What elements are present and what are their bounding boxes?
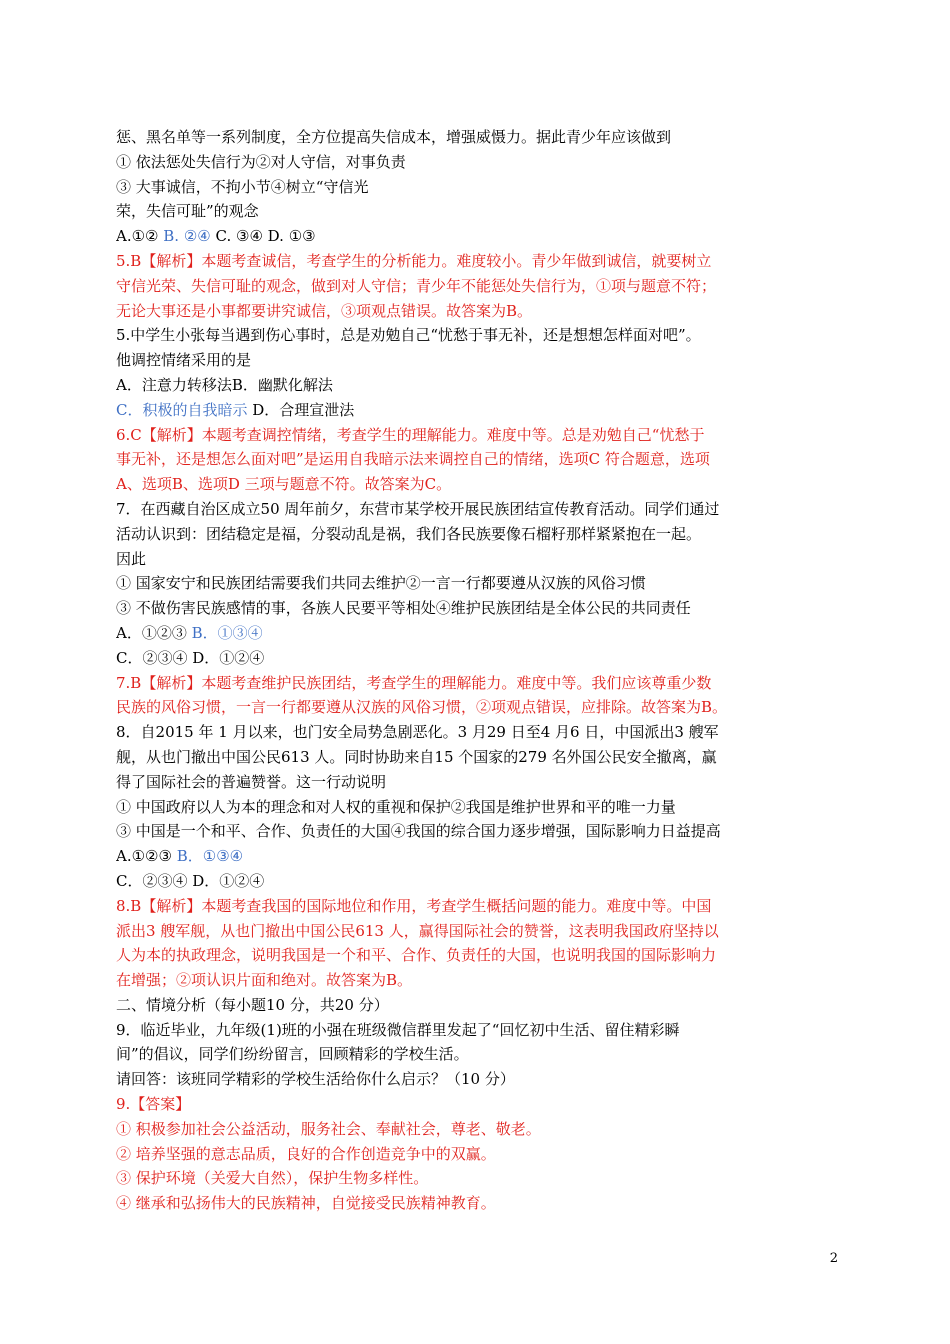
text-line bbox=[116, 943, 836, 968]
answer-text: 在增强；②项认识片面和绝对。故答案为B。 bbox=[116, 971, 413, 990]
text-line bbox=[116, 819, 836, 844]
text-line bbox=[116, 348, 836, 373]
text-line bbox=[116, 720, 836, 745]
answer-text: 事无补，还是想怎么面对吧”是运用自我暗示法来调控自己的情绪，选项C 符合题意，选项 bbox=[116, 450, 710, 469]
line-text: 9．临近毕业，九年级(1)班的小强在班级微信群里发起了“回忆初中生活、留住精彩瞬 bbox=[116, 1020, 680, 1039]
line-text: ① 中国政府以人为本的理念和对人权的重视和保护②我国是维护世界和平的唯一力量 bbox=[116, 797, 676, 816]
text-line bbox=[116, 894, 836, 919]
line-text: C．②③④ D．①②④ bbox=[116, 648, 265, 667]
answer-text: 6.C【解析】本题考查调控情绪，考查学生的理解能力。难度中等。总是劝勉自己“忧愁于 bbox=[116, 425, 705, 444]
answer-text: ④ 继承和弘扬伟大的民族精神，自觉接受民族精神教育。 bbox=[116, 1194, 496, 1213]
text-line bbox=[116, 472, 836, 497]
text-line bbox=[116, 844, 836, 869]
line-text: 惩、黑名单等一系列制度，全方位提高失信成本，增强威慑力。据此青少年应该做到 bbox=[116, 128, 672, 146]
answer-text: 无论大事还是小事都要讲究诚信，③项观点错误。故答案为B。 bbox=[116, 301, 533, 320]
text-line bbox=[116, 249, 836, 274]
text-line bbox=[116, 1092, 836, 1117]
line-text: 他调控情绪采用的是 bbox=[116, 351, 252, 370]
text-line bbox=[116, 770, 836, 795]
text-line bbox=[116, 993, 836, 1018]
text-line bbox=[116, 571, 836, 596]
text-line bbox=[116, 646, 836, 671]
answer-text: 9.【答案】 bbox=[116, 1095, 191, 1114]
text-line bbox=[116, 323, 836, 348]
answer-text: 派出3 艘军舰，从也门撤出中国公民613 人，赢得国际社会的赞誉，这表明我国政府坚持以 bbox=[116, 921, 719, 940]
line-text: 得了国际社会的普遍赞誉。这一行动说明 bbox=[116, 772, 387, 791]
line-text: ① 依法惩处失信行为②对人守信，对事负责 bbox=[116, 152, 406, 171]
line-text: 请回答：该班同学精彩的学校生活给你什么启示？（10 分） bbox=[116, 1070, 515, 1089]
answer-text: 守信光荣、失信可耻的观念，做到对人守信；青少年不能惩处失信行为，①项与题意不符； bbox=[116, 276, 717, 295]
text-line bbox=[116, 1142, 836, 1167]
text-line bbox=[116, 968, 836, 993]
line-text: C．②③④ D．①②④ bbox=[116, 871, 265, 890]
text-line bbox=[116, 547, 836, 572]
line-text: 二、情境分析（每小题10 分，共20 分） bbox=[116, 995, 389, 1014]
text-line bbox=[116, 199, 836, 224]
line-text: ③ 中国是一个和平、合作、负责任的大国④我国的综合国力逐步增强，国际影响力日益提高 bbox=[116, 822, 721, 841]
text-line bbox=[116, 224, 836, 249]
text-line bbox=[116, 373, 836, 398]
text-line bbox=[116, 497, 836, 522]
line-text: 因此 bbox=[116, 549, 147, 568]
line-text: A.①②③ bbox=[116, 847, 172, 866]
text-line bbox=[116, 795, 836, 820]
text-line bbox=[116, 1018, 836, 1043]
text-line bbox=[116, 919, 836, 944]
document-body bbox=[116, 125, 836, 1216]
text-line bbox=[116, 695, 836, 720]
answer-text: 5.B【解析】本题考查诚信，考查学生的分析能力。难度较小。青少年做到诚信，就要树立 bbox=[116, 251, 712, 270]
answer-text: 民族的风俗习惯，一言一行都要遵从汉族的风俗习惯，②项观点错误，应排除。故答案为B。 bbox=[116, 698, 728, 717]
line-text: 7．在西藏自治区成立50 周年前夕，东营市某学校开展民族团结宣传教育活动。同学们通过 bbox=[116, 499, 720, 518]
line-text: 舰，从也门撤出中国公民613 人。同时协助来自15 个国家的279 名外国公民安全撤离，赢 bbox=[116, 747, 717, 766]
line-text: ③ 不做伤害民族感情的事，各族人民要平等相处④维护民族团结是全体公民的共同责任 bbox=[116, 599, 691, 618]
line-text: 活动认识到：团结稳定是福，分裂动乱是祸，我们各民族要像石榴籽那样紧紧抱在一起。 bbox=[116, 524, 702, 543]
answer-text: ① 积极参加社会公益活动，服务社会、奉献社会，尊老、敬老。 bbox=[116, 1119, 541, 1138]
text-line bbox=[116, 869, 836, 894]
line-text: 荣，失信可耻”的观念 bbox=[116, 202, 259, 221]
answer-text: ② 培养坚强的意志品质，良好的合作创造竞争中的双赢。 bbox=[116, 1144, 496, 1163]
text-line bbox=[116, 621, 836, 646]
text-line bbox=[116, 125, 836, 150]
text-line bbox=[116, 175, 836, 200]
text-line bbox=[116, 1191, 836, 1216]
highlighted-choice: B．①③④ bbox=[191, 623, 263, 642]
answer-text: 8.B【解析】本题考查我国的国际地位和作用，考查学生概括问题的能力。难度中等。中国 bbox=[116, 896, 712, 915]
text-line bbox=[116, 299, 836, 324]
line-text: 8．自2015 年 1 月以来，也门安全局势急剧恶化。3 月29 日至4 月6 日，中国派出3 艘军 bbox=[116, 723, 719, 742]
line-text: 间”的倡议，同学们纷纷留言，回顾精彩的学校生活。 bbox=[116, 1045, 469, 1064]
text-line bbox=[116, 745, 836, 770]
text-line bbox=[116, 398, 836, 423]
text-line bbox=[116, 522, 836, 547]
highlighted-choice: B. ②④ bbox=[163, 227, 211, 246]
text-line bbox=[116, 671, 836, 696]
line-text: ① 国家安宁和民族团结需要我们共同去维护②一言一行都要遵从汉族的风俗习惯 bbox=[116, 574, 646, 593]
text-line bbox=[116, 596, 836, 621]
text-line bbox=[116, 274, 836, 299]
highlighted-choice: C．积极的自我暗示 bbox=[116, 400, 248, 419]
answer-text: ③ 保护环境（关爱大自然），保护生物多样性。 bbox=[116, 1169, 429, 1188]
text-line bbox=[116, 423, 836, 448]
line-text: A．①②③ bbox=[116, 623, 187, 642]
highlighted-choice: B．①③④ bbox=[176, 847, 244, 866]
page-number: 2 bbox=[829, 1251, 838, 1266]
text-line bbox=[116, 1067, 836, 1092]
line-text: 5.中学生小张每当遇到伤心事时，总是劝勉自己“忧愁于事无补，还是想想怎样面对吧”。 bbox=[116, 326, 701, 345]
line-text: C. ③④ D. ①③ bbox=[215, 227, 316, 246]
answer-text: 人为本的执政理念，说明我国是一个和平、合作、负责任的大国，也说明我国的国际影响力 bbox=[116, 946, 717, 965]
text-line bbox=[116, 447, 836, 472]
line-text: ③ 大事诚信，不拘小节④树立“守信光 bbox=[116, 177, 369, 196]
line-text: A.①② bbox=[116, 227, 159, 246]
text-line bbox=[116, 150, 836, 175]
text-line bbox=[116, 1166, 836, 1191]
line-text: D．合理宣泄法 bbox=[252, 400, 355, 419]
text-line bbox=[116, 1042, 836, 1067]
text-line bbox=[116, 1117, 836, 1142]
answer-text: 7.B【解析】本题考查维护民族团结，考查学生的理解能力。难度中等。我们应该尊重少数 bbox=[116, 673, 712, 692]
answer-text: A、选项B、选项D 三项与题意不符。故答案为C。 bbox=[116, 475, 452, 494]
line-text: A．注意力转移法B．幽默化解法 bbox=[116, 375, 333, 394]
